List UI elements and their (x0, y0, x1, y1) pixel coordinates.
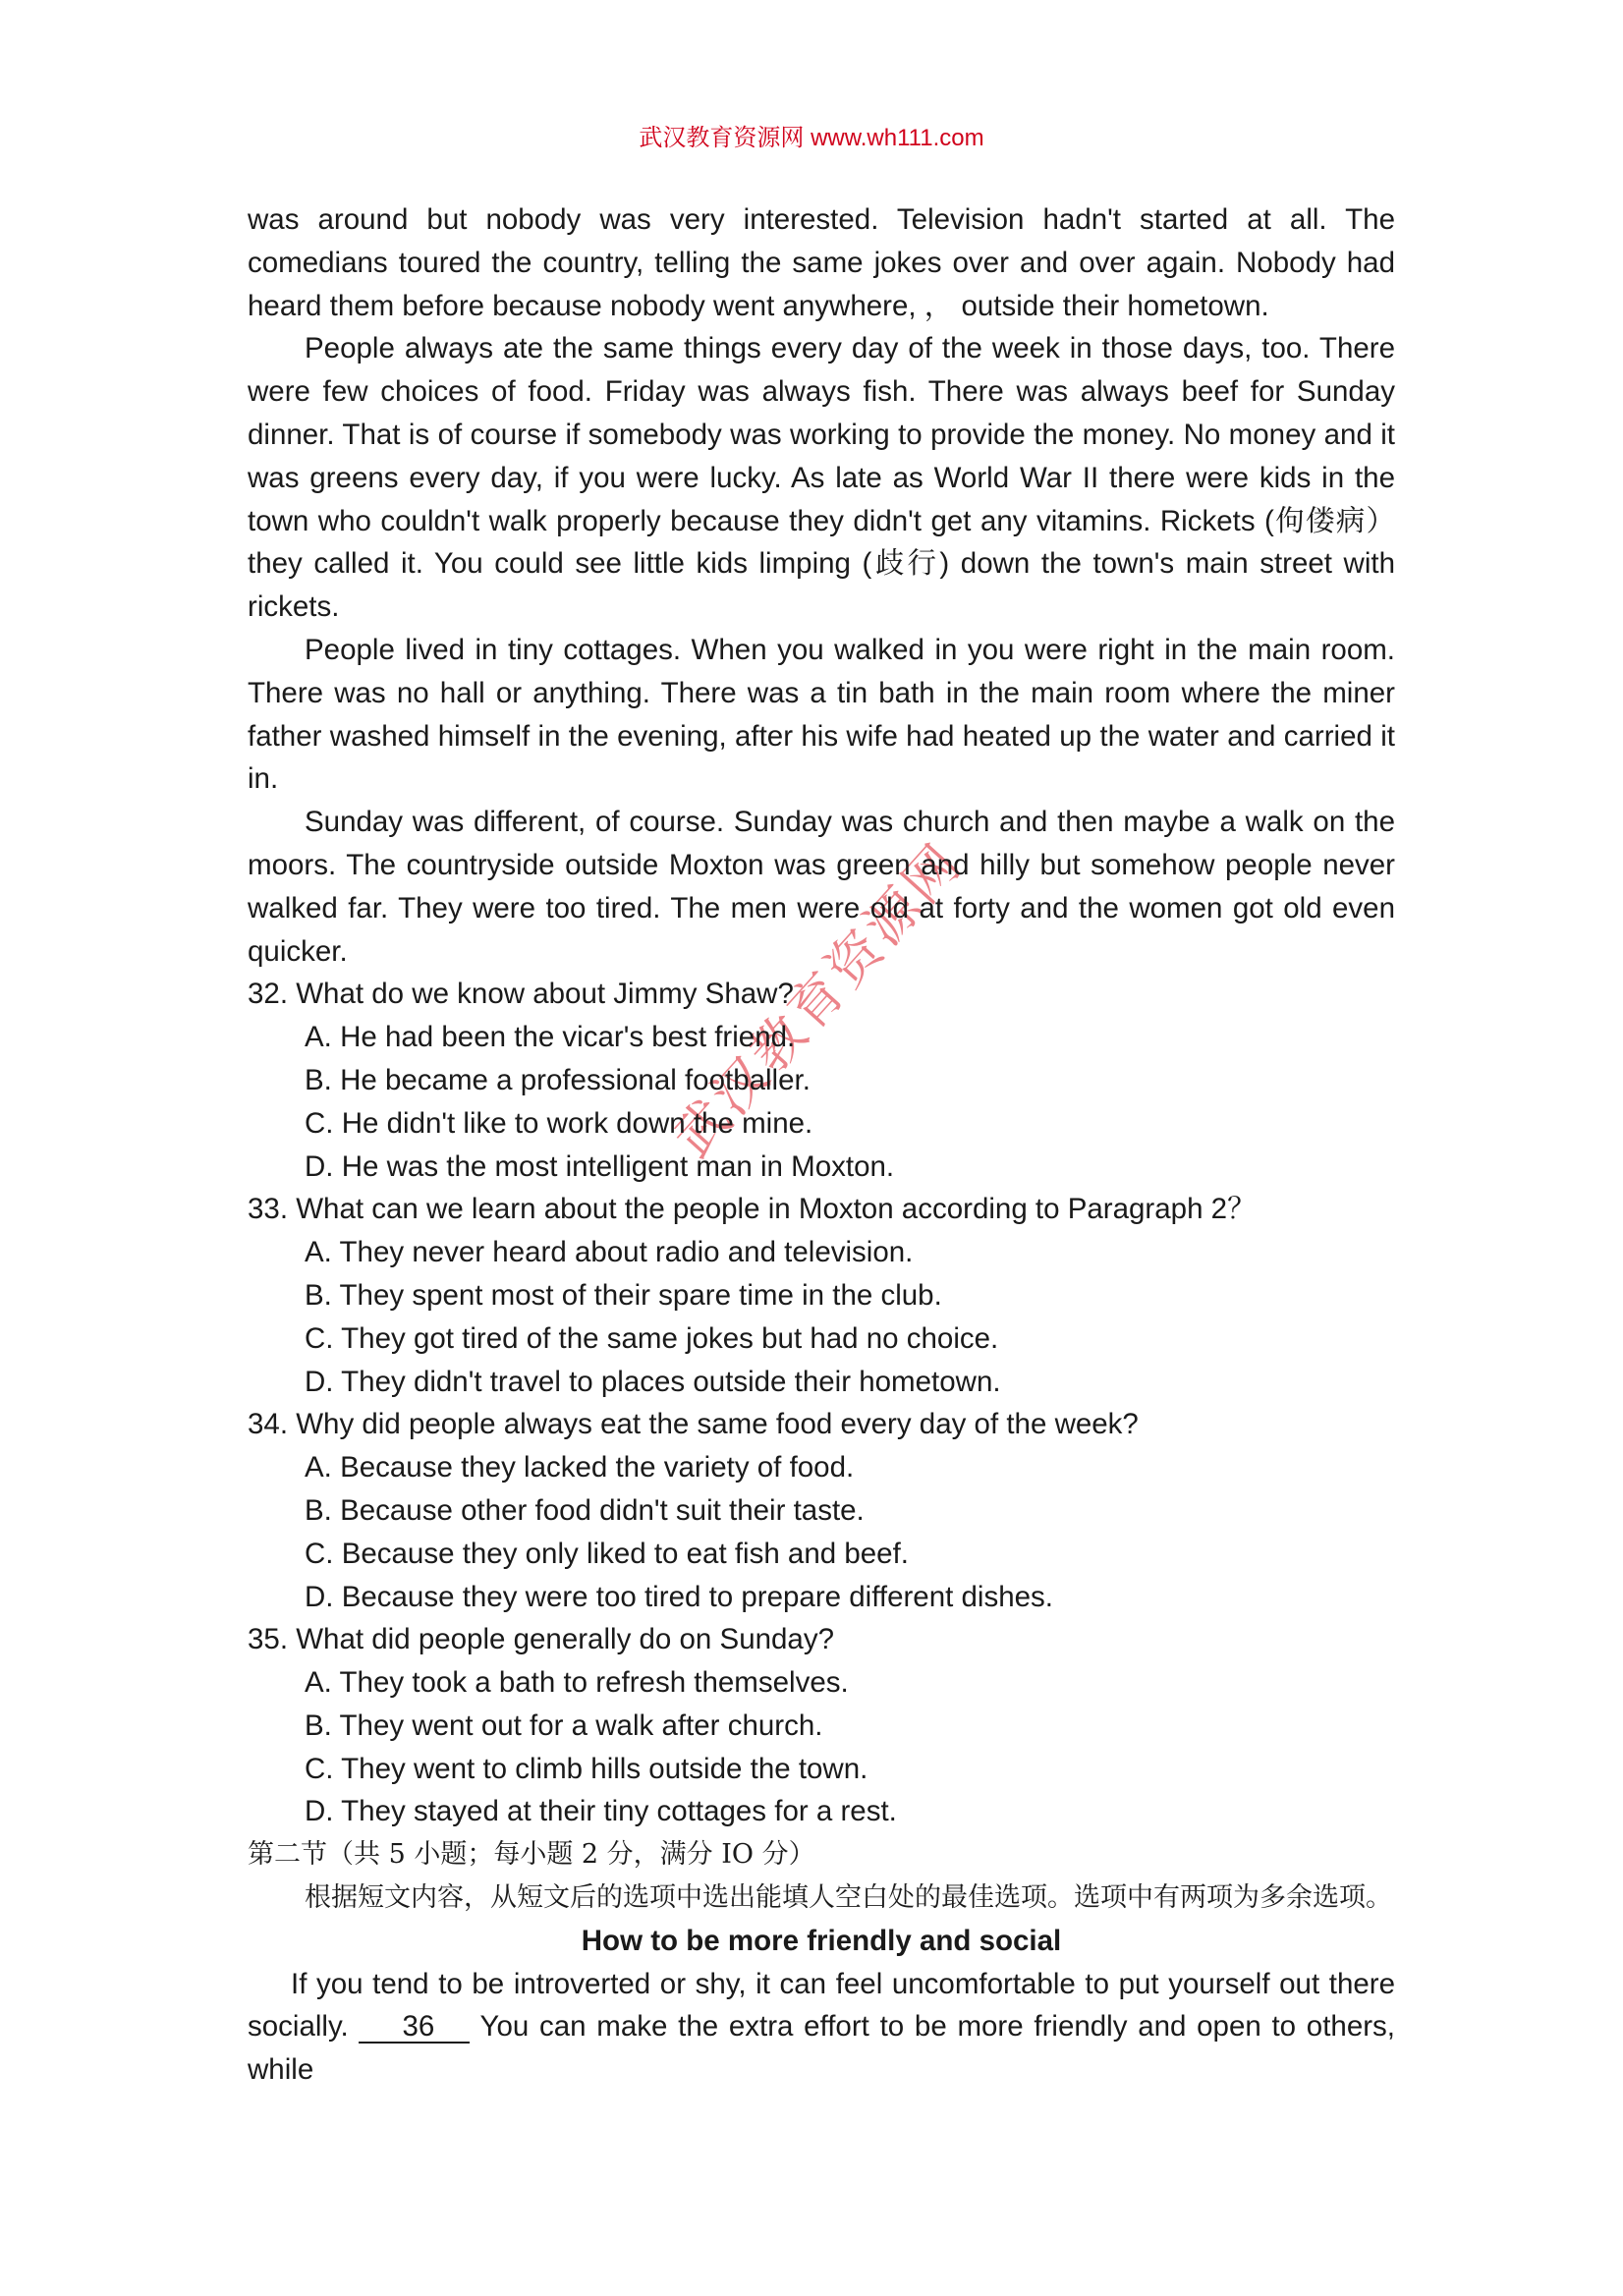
answer-option: B. They spent most of their spare time in the club. (305, 1278, 942, 1312)
document-body (248, 198, 1395, 2092)
question-stem: 35. What did people generally do on Sunday? (248, 1623, 834, 1656)
answer-option: C. They went to climb hills outside the town. (305, 1752, 868, 1785)
passage-paragraph: People always ate the same things every day of the week in those days, too. There were few choices of food. Friday was always fish. There was always beef for Sunday dinner. That is of course if somebody was working to provide the money. No money and it was greens every day, if you were lucky. As late as World War II there were kids in the town who couldn't walk properly because they didn't get any vitamins. Rickets (佝偻病） they called it. You could see little kids limping (歧行) down the town's main street with rickets. (248, 332, 1395, 624)
passage-paragraph: Sunday was different, of course. Sunday was church and then maybe a walk on the moors. The countryside outside Moxton was green and hilly but somehow people never walked far. They were too tired. The men were old at forty and the women got old even quicker. (248, 806, 1395, 968)
question-stem: 34. Why did people always eat the same food every day of the week? (248, 1408, 1139, 1441)
answer-option: C. He didn't like to work down the mine. (305, 1106, 813, 1140)
passage-paragraph: People lived in tiny cottages. When you walked in you were right in the main room. There was no hall or anything. There was a tin bath in the main room where the miner father washed himself in the evening, after his wife had heated up the water and carried it in. (248, 633, 1395, 796)
blank-36: 36 (359, 2012, 470, 2044)
answer-option: B. He became a professional footballer. (305, 1063, 811, 1096)
passage-text: If you tend to be introverted or shy, it can feel uncomfortable to put yourself out there socially. (248, 1967, 1395, 2044)
passage-text: You can make the extra effort to be more friendly and open to others, while (248, 2010, 1395, 2087)
answer-option: C. They got tired of the same jokes but had no choice. (305, 1321, 999, 1355)
answer-option: B. They went out for a walk after church. (305, 1708, 823, 1742)
answer-option: B. Because other food didn't suit their taste. (305, 1493, 865, 1527)
passage-paragraph (248, 1963, 1395, 2092)
answer-option: A. They never heard about radio and television. (305, 1236, 914, 1269)
question-stem: 32. What do we know about Jimmy Shaw? (248, 978, 794, 1011)
site-header: 武汉教育资源网 www.wh111.com (639, 125, 984, 151)
answer-option: D. He was the most intelligent man in Moxton. (305, 1149, 895, 1183)
answer-option: A. He had been the vicar's best friend. (305, 1021, 796, 1054)
answer-option: D. Because they were too tired to prepare different dishes. (305, 1580, 1053, 1613)
section-heading: 第二节（共 5 小题；每小题 2 分，满分 IO 分） (248, 1839, 815, 1871)
answer-option: D. They stayed at their tiny cottages for a rest. (305, 1795, 897, 1828)
section-instruction: 根据短文内容，从短文后的选项中选出能填人空白处的最佳选项。选项中有两项为多余选项。 (305, 1882, 1392, 1914)
question-stem: 33. What can we learn about the people in Moxton according to Paragraph 2？ (248, 1193, 1257, 1226)
answer-option: A. They took a bath to refresh themselves. (305, 1666, 849, 1700)
passage-title: How to be more friendly and social (581, 1924, 1062, 1957)
watermark: 武汉教育资源网 (661, 830, 975, 1169)
answer-option: D. They didn't travel to places outside their hometown. (305, 1365, 1001, 1398)
answer-option: C. Because they only liked to eat fish and beef. (305, 1537, 909, 1570)
answer-option: A. Because they lacked the variety of food. (305, 1451, 855, 1484)
passage-paragraph: was around but nobody was very interested. Television hadn't started at all. The comedians toured the country, telling the same jokes over and over again. Nobody had heard them before because nobody went anywhere, ， outside their hometown. (248, 203, 1395, 322)
